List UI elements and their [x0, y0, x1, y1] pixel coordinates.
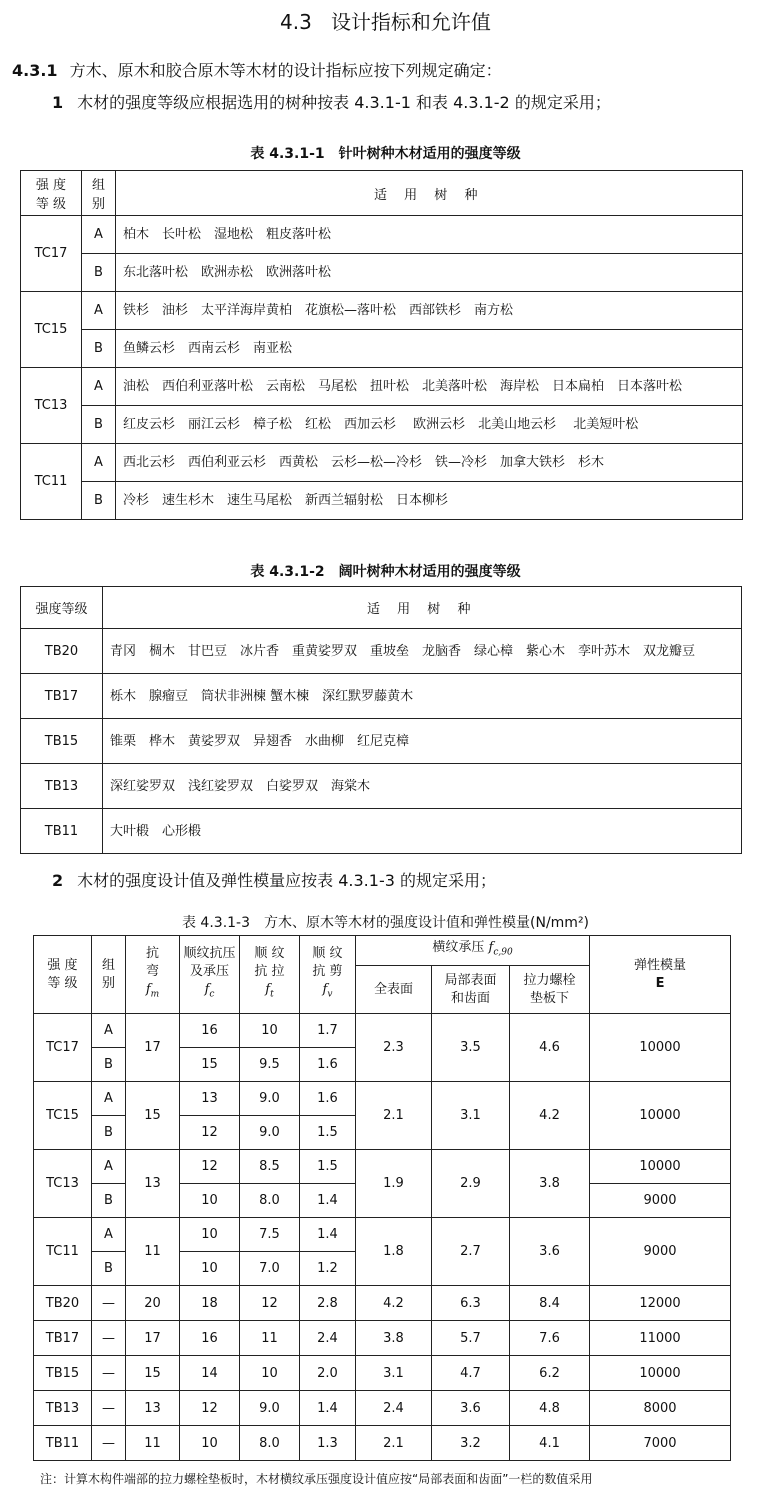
t3-grade-cell: TB13: [34, 1391, 92, 1426]
t3-header-grade: 强 度 等 级: [34, 936, 92, 1014]
table-row: [21, 368, 743, 406]
t3-ft-cell: 12: [240, 1286, 300, 1321]
table-row: [21, 764, 742, 809]
t3-fm-cell: 15: [126, 1082, 180, 1150]
t3-group-cell: A: [92, 1082, 126, 1116]
t3-grade-cell: TB20: [34, 1286, 92, 1321]
t3-E-cell: 8000: [590, 1391, 731, 1426]
t3-local-cell: 5.7: [432, 1321, 510, 1356]
table-row: [21, 444, 743, 482]
t1-grade-cell: TC11: [21, 444, 82, 520]
t3-fm-cell: 17: [126, 1014, 180, 1082]
t2-grade-cell: TB20: [21, 629, 103, 674]
table-row: [34, 1150, 731, 1184]
t1-species-cell: 西北云杉 西伯利亚云杉 西黄松 云杉—松—冷杉 铁—冷杉 加拿大铁杉 杉木: [116, 444, 743, 482]
t3-bolt-cell: 3.6: [510, 1218, 590, 1286]
t3-group-cell: A: [92, 1218, 126, 1252]
t2-header-grade: 强度等级: [21, 587, 103, 629]
t3-E-cell: 9000: [590, 1218, 731, 1286]
item-2-text: 木材的强度设计值及弹性模量应按表 4.3.1-3 的规定采用；: [77, 871, 496, 890]
t1-species-cell: 铁杉 油杉 太平洋海岸黄柏 花旗松—落叶松 西部铁杉 南方松: [116, 292, 743, 330]
t3-local-cell: 3.2: [432, 1426, 510, 1461]
t3-group-cell: —: [92, 1426, 126, 1461]
t3-full-cell: 3.8: [356, 1321, 432, 1356]
t2-species-cell: 青冈 椆木 甘巴豆 冰片香 重黄娑罗双 重坡垒 龙脑香 绿心樟 紫心木 孪叶苏木 双龙瓣豆: [103, 629, 742, 674]
t3-fc-cell: 10: [180, 1252, 240, 1286]
t1-group-cell: A: [82, 444, 116, 482]
t3-group-cell: —: [92, 1356, 126, 1391]
table-row: [34, 1321, 731, 1356]
table-row: [34, 1014, 731, 1048]
t3-fv-cell: 1.6: [300, 1048, 356, 1082]
t1-species-cell: 红皮云杉 丽江云杉 樟子松 红松 西加云杉 欧洲云杉 北美山地云杉 北美短叶松: [116, 406, 743, 444]
t1-species-cell: 冷杉 速生杉木 速生马尾松 新西兰辐射松 日本柳杉: [116, 482, 743, 520]
t3-header-group: 组 别: [92, 936, 126, 1014]
t3-fc-cell: 16: [180, 1014, 240, 1048]
t3-header-full: 全表面: [356, 966, 432, 1014]
t1-group-cell: B: [82, 406, 116, 444]
item-1-number: 1: [52, 93, 64, 112]
t3-fv-cell: 1.5: [300, 1116, 356, 1150]
t1-species-cell: 油松 西伯利亚落叶松 云南松 马尾松 扭叶松 北美落叶松 海岸松 日本扁柏 日本落叶松: [116, 368, 743, 406]
clause-text: 方木、原木和胶合原木等木材的设计指标应按下列规定确定：: [69, 61, 502, 80]
t3-header-fm: 抗 弯 $f_m$: [126, 936, 180, 1014]
t3-E-cell: 11000: [590, 1321, 731, 1356]
t1-species-cell: 鱼鳞云杉 西南云杉 南亚松: [116, 330, 743, 368]
t1-group-cell: B: [82, 254, 116, 292]
t3-ft-cell: 7.5: [240, 1218, 300, 1252]
table-row: [34, 1082, 731, 1116]
t3-fm-cell: 17: [126, 1321, 180, 1356]
t3-group-cell: —: [92, 1391, 126, 1426]
t3-fv-cell: 1.5: [300, 1150, 356, 1184]
t1-grade-cell: TC13: [21, 368, 82, 444]
t3-fm-cell: 11: [126, 1426, 180, 1461]
table-row: [34, 1391, 731, 1426]
t3-E-cell: 7000: [590, 1426, 731, 1461]
table2-caption: 表 4.3.1-2 阔叶树种木材适用的强度等级: [250, 564, 521, 580]
table-row: [34, 1286, 731, 1321]
t3-full-cell: 2.1: [356, 1426, 432, 1461]
t3-bolt-cell: 7.6: [510, 1321, 590, 1356]
t3-ft-cell: 9.5: [240, 1048, 300, 1082]
t3-fv-cell: 1.4: [300, 1391, 356, 1426]
table-row: [21, 809, 742, 854]
t3-bolt-cell: 4.8: [510, 1391, 590, 1426]
t3-group-cell: B: [92, 1184, 126, 1218]
t2-species-cell: 锥栗 桦木 黄娑罗双 异翅香 水曲柳 红尼克樟: [103, 719, 742, 764]
t3-header-fc90: 横纹承压 $f_{c,90}$: [356, 936, 590, 966]
t3-fc-cell: 15: [180, 1048, 240, 1082]
t1-group-cell: A: [82, 368, 116, 406]
t3-group-cell: —: [92, 1286, 126, 1321]
table-row: [21, 330, 743, 368]
clause-number: 4.3.1: [12, 61, 58, 80]
t3-ft-cell: 9.0: [240, 1116, 300, 1150]
t3-E-cell: 12000: [590, 1286, 731, 1321]
table-row: [21, 216, 743, 254]
item-1: [52, 90, 611, 113]
section-title-text: 设计指标和允许值: [330, 10, 491, 34]
t3-ft-cell: 7.0: [240, 1252, 300, 1286]
t3-full-cell: 2.1: [356, 1082, 432, 1150]
t1-group-cell: A: [82, 292, 116, 330]
table-row: [34, 1426, 731, 1461]
table-row: [21, 719, 742, 764]
table-row: [34, 1218, 731, 1252]
t3-local-cell: 3.5: [432, 1014, 510, 1082]
t3-fc-cell: 12: [180, 1150, 240, 1184]
t3-full-cell: 4.2: [356, 1286, 432, 1321]
t3-fm-cell: 20: [126, 1286, 180, 1321]
table-row: [21, 254, 743, 292]
t3-bolt-cell: 3.8: [510, 1150, 590, 1218]
t3-header-fv: 顺 纹 抗 剪 $f_v$: [300, 936, 356, 1014]
t3-ft-cell: 8.0: [240, 1426, 300, 1461]
t3-fv-cell: 2.4: [300, 1321, 356, 1356]
t3-grade-cell: TC17: [34, 1014, 92, 1082]
table-design-values: [33, 935, 731, 1461]
t3-grade-cell: TB17: [34, 1321, 92, 1356]
t3-E-cell: 10000: [590, 1014, 731, 1082]
table1-caption: 表 4.3.1-1 针叶树种木材适用的强度等级: [250, 146, 521, 162]
t3-ft-cell: 8.5: [240, 1150, 300, 1184]
t3-group-cell: A: [92, 1014, 126, 1048]
t1-group-cell: B: [82, 482, 116, 520]
table-hardwood: [20, 586, 742, 854]
t1-group-cell: A: [82, 216, 116, 254]
t3-fm-cell: 13: [126, 1150, 180, 1218]
t3-fc-cell: 10: [180, 1426, 240, 1461]
t3-fc-cell: 14: [180, 1356, 240, 1391]
t3-fv-cell: 1.7: [300, 1014, 356, 1048]
t3-fv-cell: 2.8: [300, 1286, 356, 1321]
section-title: [0, 6, 771, 35]
t3-fc-cell: 13: [180, 1082, 240, 1116]
t3-full-cell: 1.9: [356, 1150, 432, 1218]
t2-grade-cell: TB13: [21, 764, 103, 809]
item-2-number: 2: [52, 871, 64, 890]
t3-local-cell: 3.1: [432, 1082, 510, 1150]
t1-grade-cell: TC17: [21, 216, 82, 292]
t3-bolt-cell: 4.6: [510, 1014, 590, 1082]
t3-grade-cell: TC11: [34, 1218, 92, 1286]
t3-fm-cell: 11: [126, 1218, 180, 1286]
t3-group-cell: —: [92, 1321, 126, 1356]
table-row: [21, 292, 743, 330]
item-1-text: 木材的强度等级应根据选用的树种按表 4.3.1-1 和表 4.3.1-2 的规定采用；: [77, 93, 611, 112]
table3-caption: 表 4.3.1-3 方木、原木等木材的强度设计值和弹性模量(N/mm²): [181, 915, 590, 931]
t3-full-cell: 2.4: [356, 1391, 432, 1426]
t3-fc-cell: 16: [180, 1321, 240, 1356]
t1-group-cell: B: [82, 330, 116, 368]
section-number: 4.3: [280, 10, 312, 34]
t3-ft-cell: 9.0: [240, 1391, 300, 1426]
t3-local-cell: 2.9: [432, 1150, 510, 1218]
t3-group-cell: B: [92, 1116, 126, 1150]
t3-bolt-cell: 4.1: [510, 1426, 590, 1461]
t3-local-cell: 3.6: [432, 1391, 510, 1426]
t2-grade-cell: TB11: [21, 809, 103, 854]
t3-header-E: 弹性模量 E: [590, 936, 731, 1014]
t3-fv-cell: 1.4: [300, 1184, 356, 1218]
t3-local-cell: 2.7: [432, 1218, 510, 1286]
t3-ft-cell: 10: [240, 1356, 300, 1391]
t2-grade-cell: TB15: [21, 719, 103, 764]
t3-header-bolt: 拉力螺栓 垫板下: [510, 966, 590, 1014]
table-row: [21, 629, 742, 674]
table-note: 注：计算木构件端部的拉力螺栓垫板时，木材横纹承压强度设计值应按“局部表面和齿面”一栏的数值采用: [40, 1472, 593, 1486]
t3-local-cell: 6.3: [432, 1286, 510, 1321]
t2-species-cell: 栎木 腺瘤豆 筒状非洲楝 蟹木楝 深红默罗藤黄木: [103, 674, 742, 719]
t3-group-cell: A: [92, 1150, 126, 1184]
t3-grade-cell: TC15: [34, 1082, 92, 1150]
t2-grade-cell: TB17: [21, 674, 103, 719]
t2-header-species: 适 用 树 种: [103, 587, 742, 629]
t3-group-cell: B: [92, 1048, 126, 1082]
t3-full-cell: 1.8: [356, 1218, 432, 1286]
t1-species-cell: 柏木 长叶松 湿地松 粗皮落叶松: [116, 216, 743, 254]
t3-ft-cell: 8.0: [240, 1184, 300, 1218]
t2-species-cell: 深红娑罗双 浅红娑罗双 白娑罗双 海棠木: [103, 764, 742, 809]
t3-bolt-cell: 8.4: [510, 1286, 590, 1321]
item-2: [52, 868, 496, 891]
t3-grade-cell: TB11: [34, 1426, 92, 1461]
table-row: [21, 482, 743, 520]
t3-fv-cell: 1.4: [300, 1218, 356, 1252]
t3-ft-cell: 9.0: [240, 1082, 300, 1116]
t3-grade-cell: TC13: [34, 1150, 92, 1218]
t3-bolt-cell: 4.2: [510, 1082, 590, 1150]
t1-header-species: 适 用 树 种: [116, 171, 743, 216]
table-row: [21, 674, 742, 719]
t3-fm-cell: 15: [126, 1356, 180, 1391]
t3-fv-cell: 1.6: [300, 1082, 356, 1116]
t3-grade-cell: TB15: [34, 1356, 92, 1391]
t1-species-cell: 东北落叶松 欧洲赤松 欧洲落叶松: [116, 254, 743, 292]
t3-fc-cell: 10: [180, 1184, 240, 1218]
t3-full-cell: 2.3: [356, 1014, 432, 1082]
t3-E-cell: 10000: [590, 1082, 731, 1150]
t3-E-cell: 10000: [590, 1150, 731, 1184]
t3-fc-cell: 18: [180, 1286, 240, 1321]
t3-bolt-cell: 6.2: [510, 1356, 590, 1391]
t3-group-cell: B: [92, 1252, 126, 1286]
t3-local-cell: 4.7: [432, 1356, 510, 1391]
t3-header-fc: 顺纹抗压 及承压 $f_c$: [180, 936, 240, 1014]
table-row: [34, 1356, 731, 1391]
t3-full-cell: 3.1: [356, 1356, 432, 1391]
t1-grade-cell: TC15: [21, 292, 82, 368]
t3-ft-cell: 11: [240, 1321, 300, 1356]
t3-E-cell: 10000: [590, 1356, 731, 1391]
t3-E-cell: 9000: [590, 1184, 731, 1218]
t3-fc-cell: 12: [180, 1391, 240, 1426]
t1-header-grade: 强 度 等 级: [21, 171, 82, 216]
t3-fc-cell: 10: [180, 1218, 240, 1252]
clause-4-3-1: [12, 58, 502, 81]
t3-fv-cell: 1.3: [300, 1426, 356, 1461]
t3-header-ft: 顺 纹 抗 拉 $f_t$: [240, 936, 300, 1014]
table-softwood: [20, 170, 743, 520]
table-row: [21, 406, 743, 444]
t3-ft-cell: 10: [240, 1014, 300, 1048]
t1-header-group: 组 别: [82, 171, 116, 216]
t2-species-cell: 大叶椴 心形椴: [103, 809, 742, 854]
t3-fv-cell: 1.2: [300, 1252, 356, 1286]
t3-header-local: 局部表面 和齿面: [432, 966, 510, 1014]
t3-fm-cell: 13: [126, 1391, 180, 1426]
t3-fc-cell: 12: [180, 1116, 240, 1150]
t3-fv-cell: 2.0: [300, 1356, 356, 1391]
